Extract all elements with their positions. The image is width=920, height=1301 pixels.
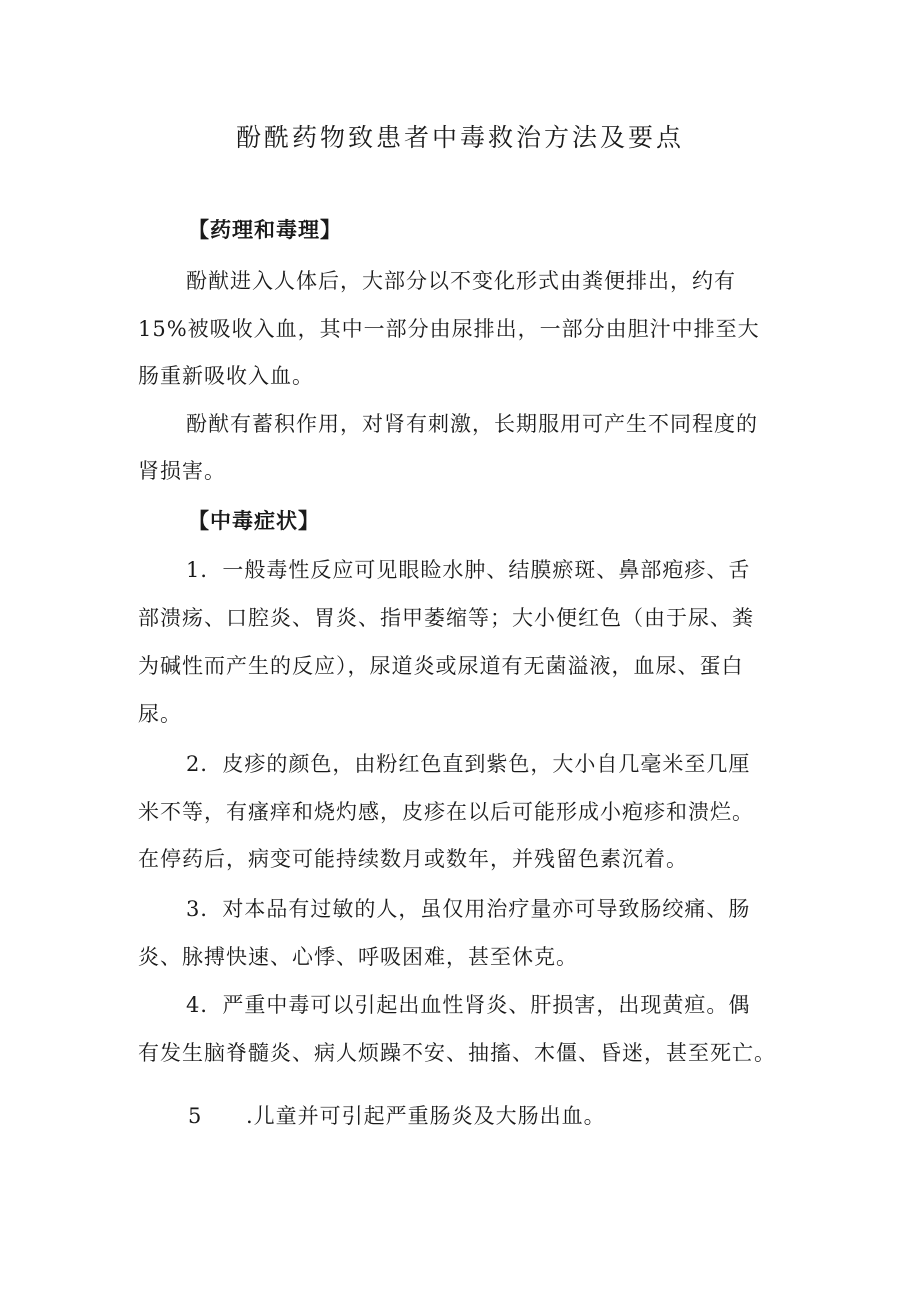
section-heading-symptoms: 【中毒症状】 <box>188 509 320 533</box>
list-item-line: 4．严重中毒可以引起出血性肾炎、肝损害，出现黄疸。偶 <box>186 993 751 1017</box>
paragraph-line: 酚猷进入人体后，大部分以不变化形式由粪便排出，约有 <box>186 269 736 293</box>
list-item-line: 2．皮疹的颜色，由粉红色直到紫色，大小自几毫米至几厘 <box>186 752 751 776</box>
list-item-line: 1．一般毒性反应可见眼睑水肿、结膜瘀斑、鼻部疱疹、舌 <box>186 558 751 582</box>
list-item-line: 炎、脉搏快速、心悸、呼吸困难，甚至休克。 <box>138 945 578 969</box>
list-item-line: 在停药后，病变可能持续数月或数年，并残留色素沉着。 <box>138 847 688 871</box>
list-item-number: 5 <box>188 1104 202 1128</box>
document-title: 酚酰药物致患者中毒救治方法及要点 <box>235 123 684 152</box>
list-item-line: 部溃疡、口腔炎、胃炎、指甲萎缩等；大小便红色（由于尿、粪 <box>138 606 754 630</box>
paragraph-line: 酚猷有蓄积作用，对肾有刺激，长期服用可产生不同程度的 <box>186 412 758 436</box>
paragraph-line: 15%被吸收入血，其中一部分由尿排出，一部分由胆汁中排至大 <box>138 317 760 341</box>
paragraph-line: 肾损害。 <box>138 459 226 483</box>
section-heading-pharmacology: 【药理和毒理】 <box>188 218 342 242</box>
list-item-line: 有发生脑脊髓炎、病人烦躁不安、抽搐、木僵、昏迷，甚至死亡。 <box>138 1041 776 1065</box>
list-item-line: 为碱性而产生的反应），尿道炎或尿道有无菌溢液，血尿、蛋白 <box>138 654 744 678</box>
list-item-line: .儿童并可引起严重肠炎及大肠出血。 <box>246 1104 606 1128</box>
list-item-line: 3．对本品有过敏的人，虽仅用治疗量亦可导致肠绞痛、肠 <box>186 897 751 921</box>
list-item-line: 米不等，有瘙痒和烧灼感，皮疹在以后可能形成小疱疹和溃烂。 <box>138 800 754 824</box>
list-item-line: 尿。 <box>138 702 182 726</box>
paragraph-line: 肠重新吸收入血。 <box>138 364 314 388</box>
